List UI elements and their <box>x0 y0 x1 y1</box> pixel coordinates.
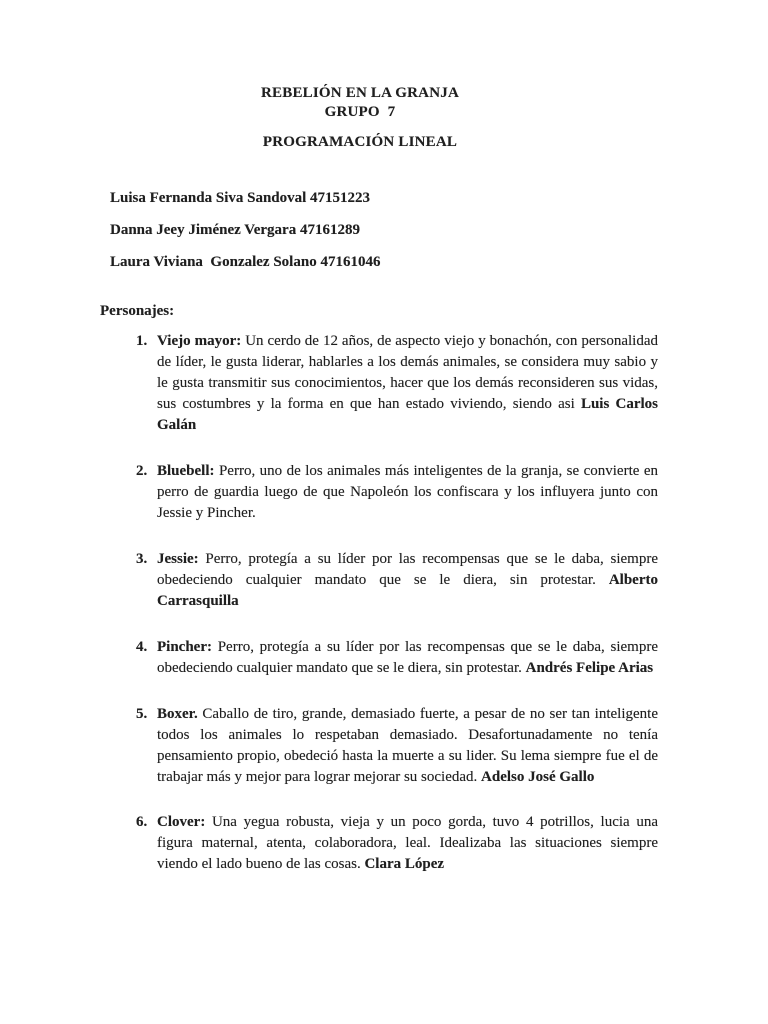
character-number: 1. <box>136 333 148 349</box>
group-number-line: GRUPO 7 <box>324 104 396 120</box>
character-text <box>157 331 658 436</box>
character-description: Caballo de tiro, grande, demasiado fuerte, a pesar de no ser tan inteligente todos los animales lo respetaban demasiado. Desafortunadamente no tenía pensamiento propio, obedeció hasta la muerte a su lider. Su lema siempre fue el de trabajar más y mejor para lograr mejorar su sociedad. <box>157 706 658 785</box>
character-text <box>157 637 658 679</box>
character-name: Viejo mayor: <box>157 333 242 349</box>
character-list <box>100 331 658 875</box>
character-actor: Andrés Felipe Arias <box>525 660 654 676</box>
authors-list <box>100 188 658 273</box>
character-description: Perro, protegía a su líder por las recompensas que se le daba, siempre obedeciendo cualquier mandato que se le diera, sin protestar. <box>157 639 658 676</box>
character-name: Clover: <box>157 814 206 830</box>
section-heading-personajes: Personajes: <box>100 303 175 319</box>
character-description: Una yegua robusta, vieja y un poco gorda, tuvo 4 potrillos, lucia una figura maternal, atenta, colaboradora, leal. Idealizaba las situaciones siempre viendo el lado bueno de las cosas. <box>157 814 658 872</box>
document-title: REBELIÓN EN LA GRANJA <box>261 85 459 101</box>
character-description: Perro, protegía a su líder por las recompensas que se le daba, siempre obedeciendo cualquier mandato que se le diera, sin protestar. <box>157 551 658 588</box>
character-description: Un cerdo de 12 años, de aspecto viejo y bonachón, con personalidad de líder, le gusta liderar, hablarles a los demás animales, se considera muy sabio y le gusta transmitir sus conocimientos, hacer que los demás reconsideren sus vidas, sus costumbres y la forma en que han estado viviendo, siendo asi <box>157 333 658 412</box>
character-number: 3. <box>136 551 148 567</box>
character-number: 6. <box>136 814 148 830</box>
character-description: Perro, uno de los animales más inteligentes de la granja, se convierte en perro de guardia luego de que Napoleón los confiscara y los influyera junto con Jessie y Pincher. <box>157 463 658 521</box>
document-title-block <box>100 84 620 152</box>
document-subtitle: PROGRAMACIÓN LINEAL <box>262 134 458 150</box>
character-text <box>157 704 658 788</box>
character-actor: Luis Carlos Galán <box>157 396 658 433</box>
character-actor: Alberto Carrasquilla <box>157 572 658 609</box>
character-text <box>157 549 658 612</box>
character-text <box>157 461 658 524</box>
character-number: 2. <box>136 463 148 479</box>
character-name: Bluebell: <box>157 463 215 479</box>
character-item-pincher <box>100 637 658 679</box>
author-line: Luisa Fernanda Siva Sandoval 47151223 <box>110 190 371 206</box>
character-name: Jessie: <box>157 551 199 567</box>
character-name: Boxer. <box>157 706 198 722</box>
character-item-jessie <box>100 549 658 612</box>
character-number: 5. <box>136 706 148 722</box>
character-text <box>157 812 658 875</box>
author-line: Danna Jeey Jiménez Vergara 47161289 <box>110 222 360 238</box>
character-name: Pincher: <box>157 639 212 655</box>
character-item-boxer <box>100 704 658 788</box>
character-item-viejo-mayor <box>100 331 658 436</box>
character-actor: Clara López <box>364 856 445 872</box>
character-number: 4. <box>136 639 148 655</box>
character-item-bluebell <box>100 461 658 524</box>
author-line: Laura Viviana Gonzalez Solano 47161046 <box>110 254 381 270</box>
character-item-clover <box>100 812 658 875</box>
character-actor: Adelso José Gallo <box>481 769 595 785</box>
